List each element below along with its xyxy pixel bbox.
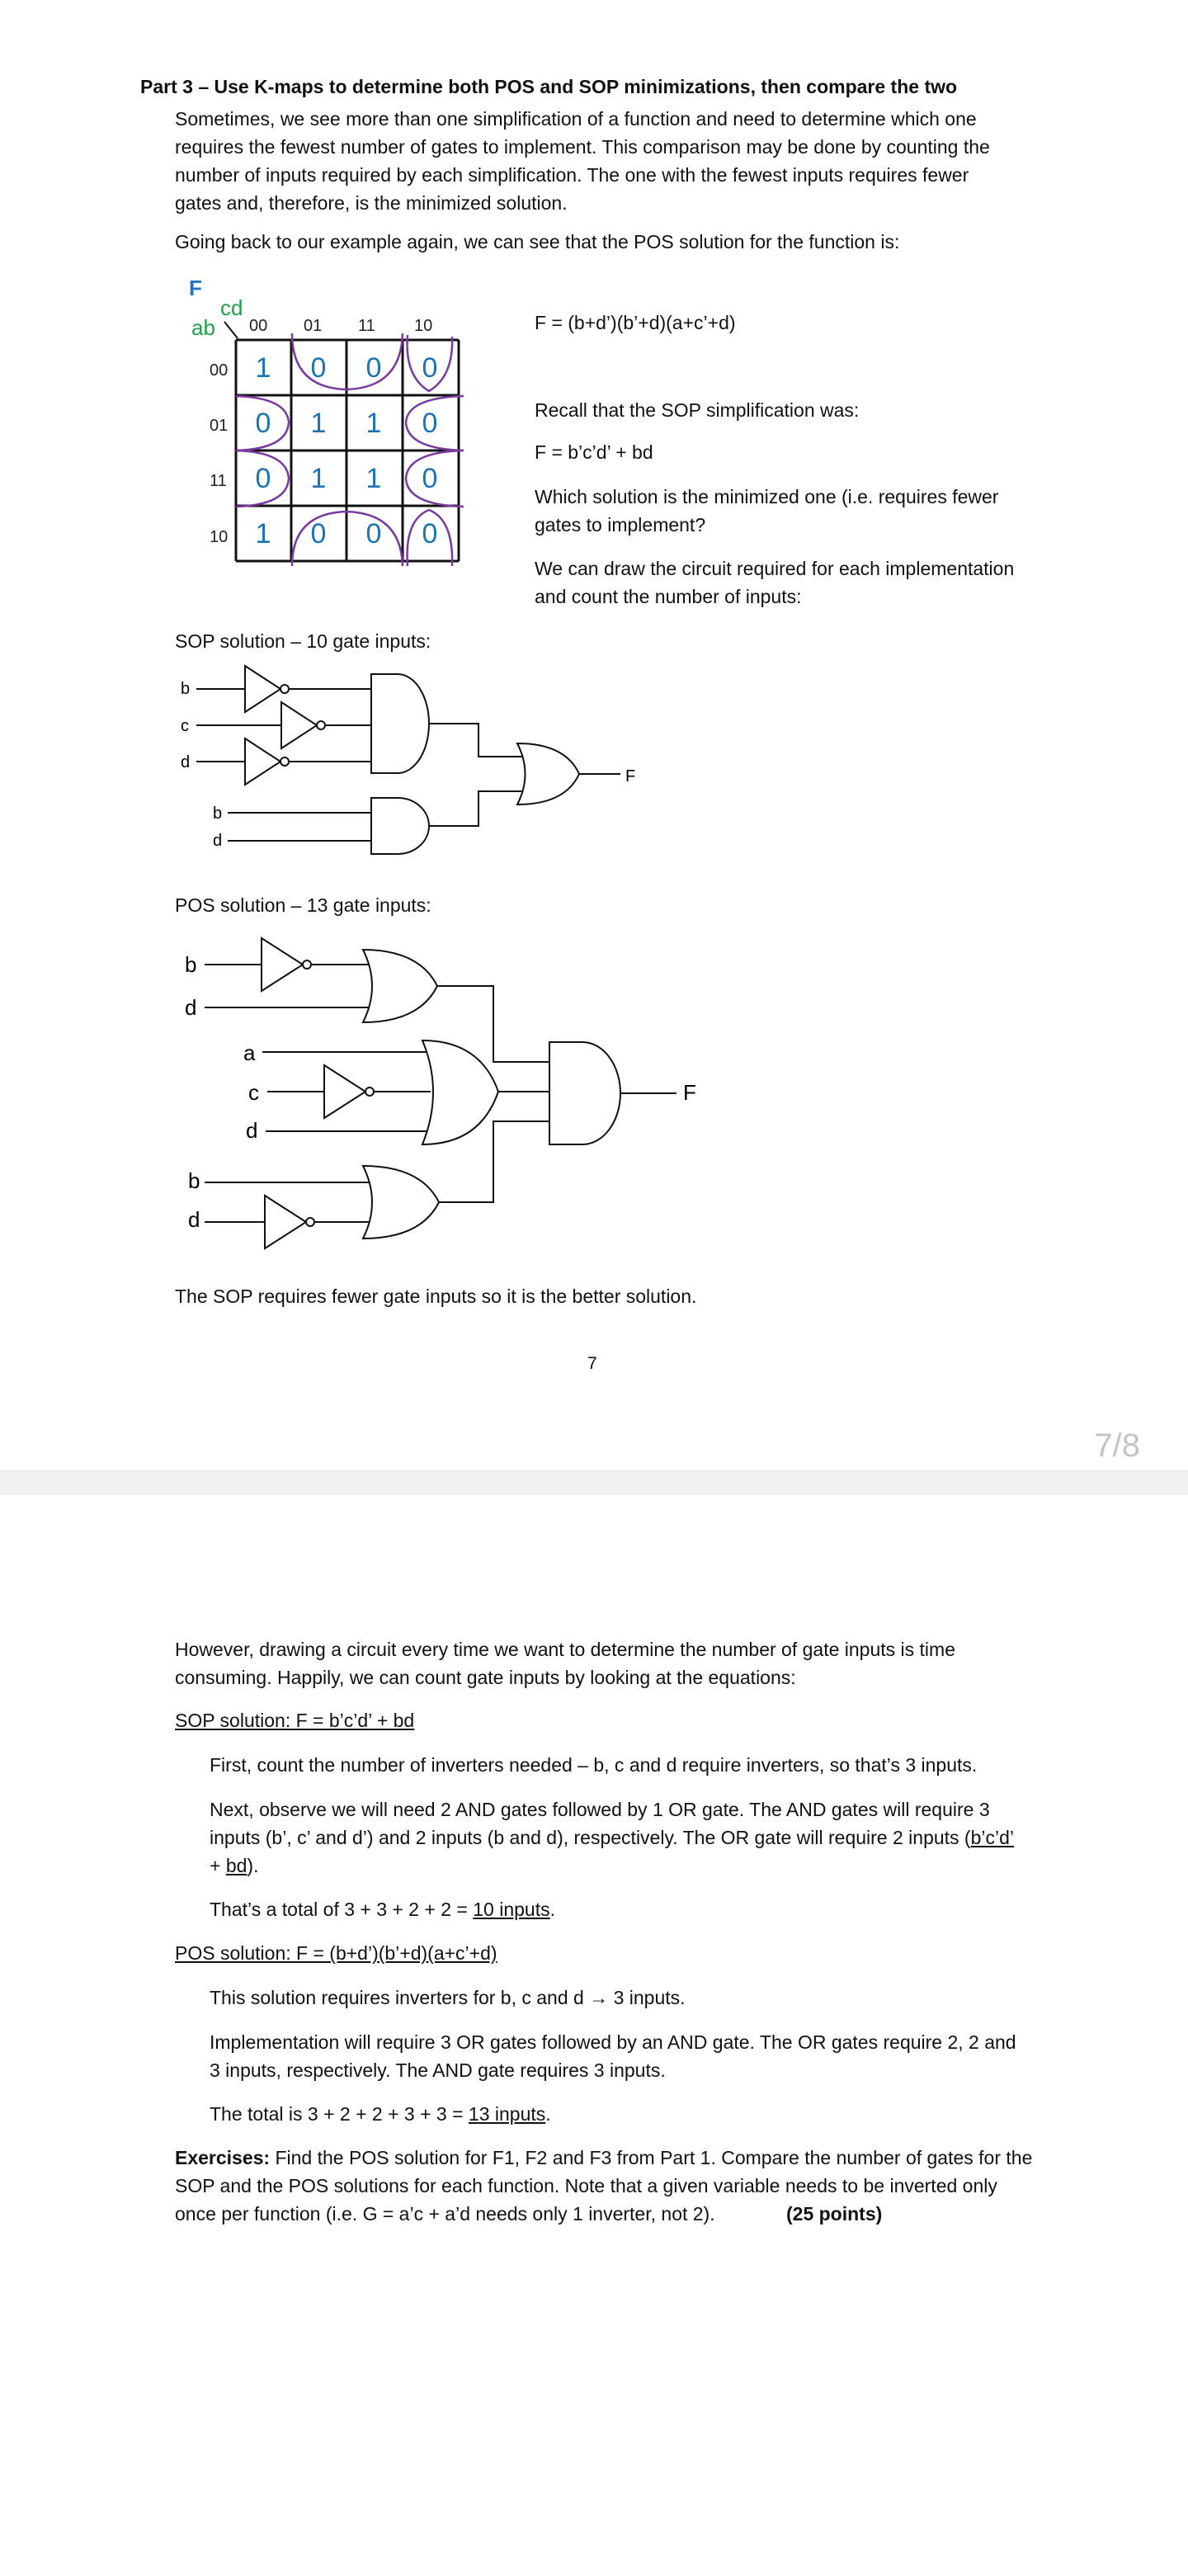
kmap-row-var: ab: [191, 315, 215, 340]
intro-line: gates and, therefore, is the minimized solution.: [175, 192, 568, 214]
sop-and-gate-2: [371, 798, 429, 854]
sop-output-f: F: [625, 767, 636, 786]
sop-not-gate-b: [245, 666, 280, 712]
intro-line: Sometimes, we see more than one simplification of a function and need to determine which one: [175, 108, 977, 130]
recall-text: Recall that the SOP simplification was:: [535, 399, 860, 421]
pos-circuit-diagram: [165, 920, 726, 1267]
pos-inverter-paragraph: This solution requires inverters for b, c and d → 3 inputs.: [210, 1987, 686, 2008]
kmap-col-header: 01: [304, 317, 323, 335]
exercise-points: (25 points): [786, 2203, 883, 2225]
intro-line: However, drawing a circuit every time we want to determine the number of gate inputs is time: [175, 1639, 955, 1660]
kmap-row-header: 01: [210, 417, 229, 435]
kmap-row-header: 00: [210, 361, 229, 380]
draw-line: and count the number of inputs:: [535, 586, 802, 607]
kmap-col-header: 10: [414, 317, 433, 335]
kmap-col-var: cd: [220, 295, 243, 320]
kmap-cell: 1: [255, 518, 271, 550]
kmap-cell: 1: [310, 463, 327, 494]
exercise-line: SOP and the POS solutions for each function. Note that a given variable needs to be inverted only: [175, 2175, 997, 2196]
exercise-label: Exercises:: [175, 2147, 271, 2168]
sop-not-gate-d: [245, 738, 280, 785]
sop-circuit-title: SOP solution – 10 gate inputs:: [175, 630, 431, 652]
pos-input-b: b: [185, 952, 197, 977]
kmap-cell: 0: [255, 408, 271, 439]
page-separator: [0, 1470, 1188, 1496]
sop-equation: F = b’c’d’ + bd: [535, 441, 653, 463]
page-number: 7: [587, 1354, 597, 1373]
sop-gates-line: Next, observe we will need 2 AND gates followed by 1 OR gate. The AND gates will require 3: [210, 1799, 990, 1820]
pos-gates-line: Implementation will require 3 OR gates followed by an AND gate. The OR gates require 2, 2 and: [210, 2031, 1016, 2053]
sop-input-d: d: [181, 753, 191, 771]
kmap-function-label: F: [189, 276, 202, 300]
pos-output-f: F: [683, 1080, 696, 1105]
sop-circuit-diagram: [165, 656, 660, 866]
exercise-line: Exercises: Find the POS solution for F1, F2 and F3 from Part 1. Compare the number of gates for the: [175, 2147, 1033, 2168]
kmap-cell: 0: [255, 463, 271, 494]
kmap-col-header: 11: [358, 317, 375, 335]
pos-gates-line: 3 inputs, respectively. The AND gate requires 3 inputs.: [210, 2059, 666, 2081]
kmap-cell: 1: [255, 352, 271, 384]
kmap-cell: 0: [365, 352, 382, 384]
part3-heading: Part 3 – Use K-maps to determine both POS and SOP minimizations, then compare the two: [140, 76, 958, 97]
sop-or-gate: [517, 743, 579, 804]
draw-line: We can draw the circuit required for each implementation: [535, 558, 1015, 579]
pos-total: The total is 3 + 2 + 2 + 3 + 3 = 13 inputs.: [210, 2103, 551, 2125]
sop-input-c: c: [181, 717, 189, 735]
sop-and-gate-1: [371, 674, 429, 773]
intro-line: consuming. Happily, we can count gate inputs by looking at the equations:: [175, 1667, 796, 1688]
kmap-cell: 0: [365, 518, 382, 550]
pos-input-d2: d: [246, 1118, 258, 1143]
example-line: Going back to our example again, we can see that the POS solution for the function is:: [175, 231, 900, 252]
pos-not-gate-b: [265, 1196, 306, 1248]
pos-circuit-title: POS solution – 13 gate inputs:: [175, 894, 431, 916]
pos-input-b2: b: [188, 1168, 200, 1193]
pos-or-gate-2: [422, 1040, 498, 1144]
sop-gates-line: inputs (b’, c’ and d’) and 2 inputs (b and d), respectively. The OR gate will require 2 inputs (b’c’d’: [210, 1827, 1015, 1848]
pos-input-d: d: [185, 995, 197, 1020]
pos-equation: F = (b+d’)(b’+d)(a+c’+d): [535, 312, 736, 333]
kmap-cell: 0: [422, 408, 438, 439]
sop-solution-heading: SOP solution: F = b’c’d’ + bd: [175, 1710, 415, 1731]
question-line: gates to implement?: [535, 514, 706, 535]
kmap-cell: 1: [310, 408, 327, 439]
pos-total-value: 13 inputs: [468, 2103, 546, 2125]
exercise-line: once per function (i.e. G = a’c + a’d needs only 1 inverter, not 2).: [175, 2203, 715, 2225]
kmap-cell: 0: [422, 518, 438, 550]
kmap-cell: 0: [310, 352, 327, 384]
sop-input-b2: b: [213, 804, 223, 823]
pos-or-gate-1: [363, 950, 437, 1022]
kmap-row-header: 10: [210, 528, 229, 546]
question-line: Which solution is the minimized one (i.e. requires fewer: [535, 486, 999, 507]
kmap-cell: 0: [422, 463, 438, 494]
pos-not-gate-c: [324, 1065, 365, 1118]
sop-inverter-paragraph: First, count the number of inverters needed – b, c and d require inverters, so that’s 3 inputs.: [210, 1754, 978, 1776]
conclusion-text: The SOP requires fewer gate inputs so it is the better solution.: [175, 1286, 697, 1307]
intro-line: requires the fewest number of gates to implement. This comparison may be done by counting the: [175, 136, 990, 158]
sop-input-d2: d: [213, 832, 223, 850]
sop-input-b: b: [181, 680, 191, 698]
pos-input-d3: d: [188, 1207, 200, 1232]
pos-not-gate-d: [262, 938, 303, 991]
pos-solution-heading: POS solution: F = (b+d’)(b’+d)(a+c’+d): [175, 1942, 497, 1964]
sop-not-gate-c: [281, 702, 317, 748]
kmap-cell: 1: [365, 408, 382, 439]
pos-input-c: c: [248, 1080, 259, 1105]
intro-line: number of inputs required by each simplification. The one with the fewest inputs requires fewer: [175, 164, 969, 186]
pos-and-gate: [549, 1042, 620, 1144]
kmap-cell: 0: [310, 518, 327, 550]
sop-gates-line: + bd).: [210, 1855, 259, 1876]
sop-total: That’s a total of 3 + 3 + 2 + 2 = 10 inputs.: [210, 1899, 555, 1920]
sop-total-value: 10 inputs: [473, 1899, 550, 1920]
kmap-row-header: 11: [210, 472, 227, 490]
pos-input-a: a: [243, 1040, 256, 1065]
document-page-8: [0, 1495, 1188, 2576]
page-counter: 7/8: [1094, 1427, 1140, 1464]
kmap-cell: 0: [422, 352, 438, 384]
kmap-col-header: 00: [249, 317, 268, 335]
pos-or-gate-3: [363, 1166, 439, 1238]
kmap-cell: 1: [365, 463, 382, 494]
